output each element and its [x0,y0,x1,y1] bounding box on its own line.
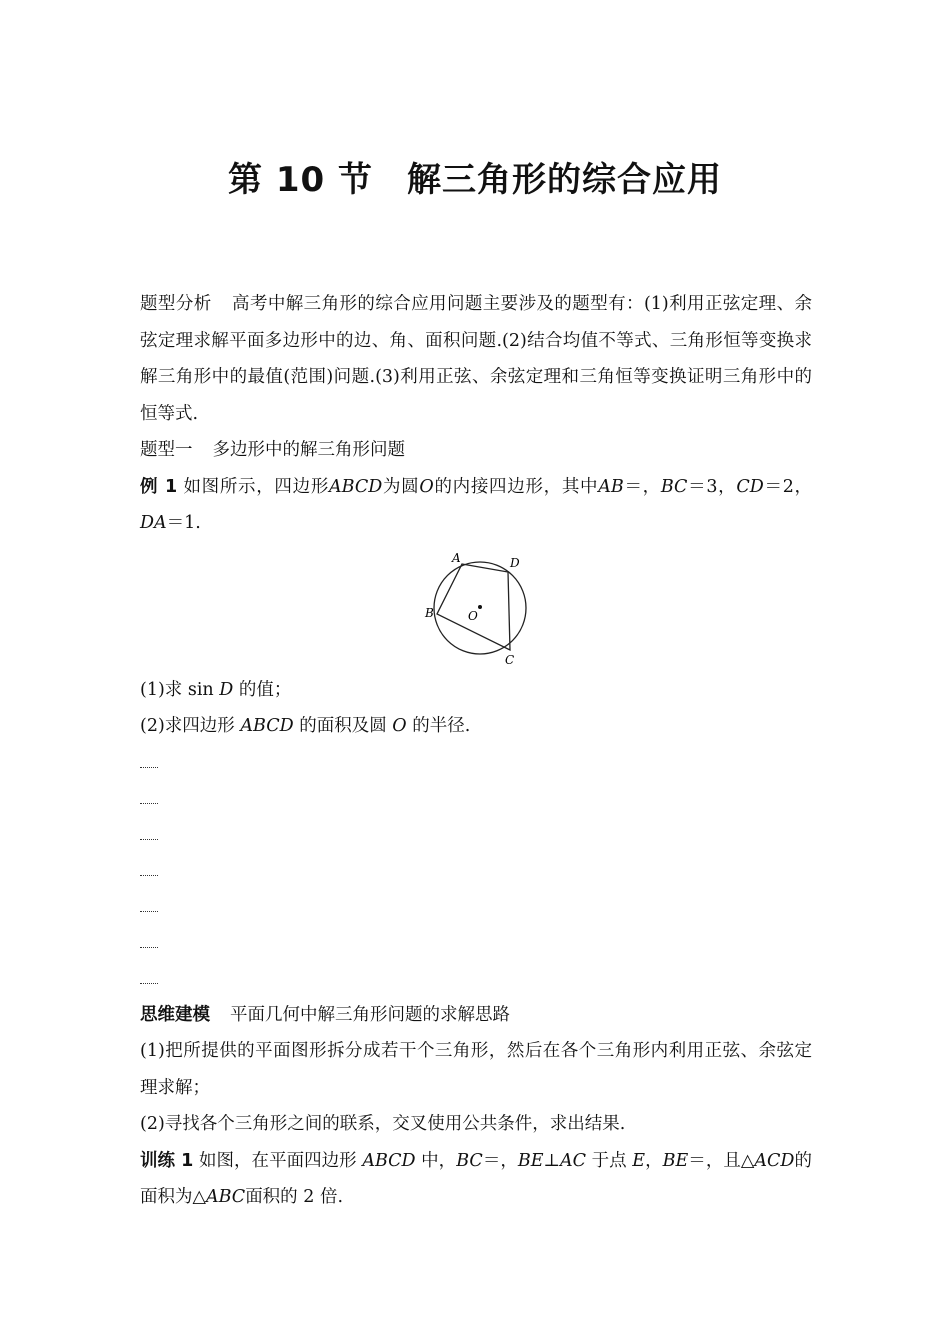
q2-circle: O [392,716,407,736]
example1-circle: O [419,476,434,497]
label-b: B [425,605,434,620]
answer-line [140,889,812,925]
q1-prefix: (1)求 sin [140,679,214,700]
quadrilateral-abcd [437,564,510,650]
model-step-2: (2)寻找各个三角形之间的联系，交叉使用公共条件，求出结果. [140,1114,626,1134]
page-title [0,152,950,201]
example1-intro: 如图所示，四边形 [183,476,330,497]
answer-area [140,745,812,997]
document-body [140,286,812,1216]
label-c: C [505,652,515,667]
answer-line [140,817,812,853]
training1-acd: ACD [754,1150,795,1171]
training1-t7: 的面积为△ [140,1150,812,1207]
model-title: 平面几何中解三角形问题的求解思路 [230,1004,510,1025]
answer-line-dots [140,947,158,948]
training1-perp: ⊥ [543,1150,560,1171]
training1-t1: 如图，在平面四边形 [198,1150,357,1171]
section-name: 解三角形的综合应用 [407,160,722,200]
training1-t5: ， [645,1150,663,1171]
example1-cd-val: ＝2， [763,476,813,497]
label-o: O [468,608,478,623]
type1-label: 题型一 [140,440,193,460]
answer-line [140,925,812,961]
example1-label: 例 1 [140,476,178,497]
example1-bc: BC [660,476,688,497]
example1-mid1: 为圆 [382,476,420,497]
answer-line-dots [140,767,158,768]
answer-line-dots [140,803,158,804]
center-point [478,605,482,609]
analysis-label: 题型分析 [140,294,212,314]
model-heading [140,997,812,1034]
training1-abc: ABC [205,1187,246,1207]
analysis-paragraph [140,286,812,432]
question-2 [140,708,812,745]
answer-line [140,961,812,997]
q2-prefix: (2)求四边形 [140,716,235,736]
figure-svg [410,550,540,670]
example1-eq: ＝， [623,476,661,497]
training1-ac: AC [560,1150,587,1171]
training1-t3: ＝， [482,1150,518,1171]
training1-t4: 于点 [591,1150,627,1171]
training1-e: E [632,1150,646,1171]
q1-suffix: 的值； [238,679,292,700]
training1-be: BE [517,1150,544,1171]
q2-mid: 的面积及圆 [299,716,387,736]
model-step-1: (1)把所提供的平面图形拆分成若干个三角形，然后在各个三角形内利用正弦、余弦定理求解； [140,1041,812,1098]
section-number: 第 10 节 [228,160,373,200]
answer-line [140,781,812,817]
answer-line [140,853,812,889]
q1-var: D [219,679,234,700]
training1-be2: BE [662,1150,689,1171]
label-d: D [510,555,520,570]
training1-bc: BC [456,1150,483,1171]
type1-heading [140,432,812,469]
example1-da-val: ＝1. [166,513,201,533]
answer-line-dots [140,983,158,984]
training1-t2: 中， [421,1150,457,1171]
example1-mid2: 的内接四边形，其中 [433,476,599,497]
training1-label: 训练 1 [140,1150,194,1171]
q2-var: ABCD [240,716,294,736]
label-a: A [452,550,461,565]
example1-quad: ABCD [329,476,383,497]
cyclic-quadrilateral-figure [140,542,812,672]
type1-title: 多边形中的解三角形问题 [212,440,405,460]
training1-t8: 面积的 2 倍. [245,1187,344,1207]
answer-line [140,745,812,781]
training1-quad: ABCD [362,1150,416,1171]
example1-ab: AB [598,476,624,497]
example1-cd: CD [736,476,764,497]
example1-paragraph [140,469,812,542]
training1-paragraph [140,1143,812,1216]
model-label: 思维建模 [140,1004,210,1025]
example1-da: DA [140,513,167,533]
training1-t6: ＝，且△ [688,1150,755,1171]
answer-line-dots [140,875,158,876]
analysis-text: 高考中解三角形的综合应用问题主要涉及的题型有：(1)利用正弦定理、余弦定理求解平面多边形中的边、角、面积问题.(2)结合均值不等式、三角形恒等变换求解三角形中的最值(范围)问题.(3)利用正弦、余弦定理和三角恒等变换证明三角形中的恒等式. [140,294,812,424]
answer-line-dots [140,839,158,840]
example1-bc-val: ＝3， [687,476,737,497]
q2-suffix: 的半径. [412,716,471,736]
question-1 [140,672,812,709]
answer-line-dots [140,911,158,912]
